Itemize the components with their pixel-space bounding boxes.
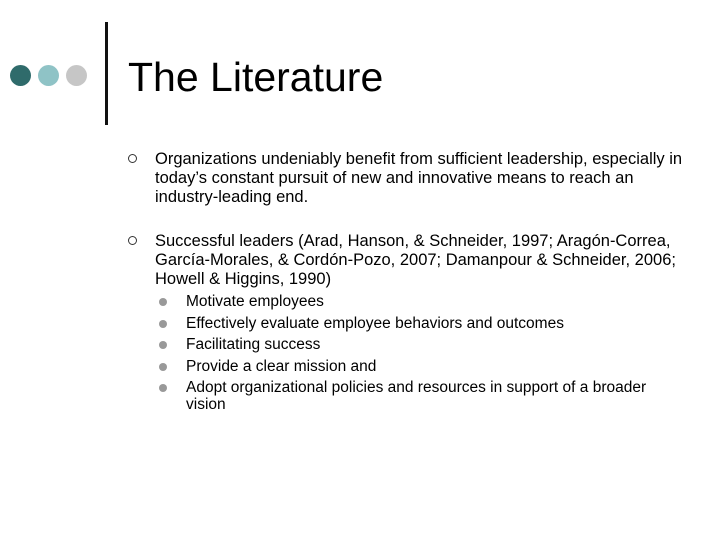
sub-bullet-text: Adopt organizational policies and resources in support of a broader vision xyxy=(186,379,647,413)
gray-dot-icon xyxy=(66,65,87,86)
gray-bullet-icon xyxy=(159,384,167,392)
light-teal-dot-icon xyxy=(38,65,59,86)
bullet-text: Organizations undeniably benefit from sufficient leadership, especially in today’s constant pursuit of new and innovative means to reach an industry-leading end. xyxy=(155,150,683,206)
bullet-item xyxy=(128,232,688,289)
sub-bullet-item xyxy=(158,356,688,378)
bullet-item xyxy=(128,150,688,207)
bullet-text: Successful leaders (Arad, Hanson, & Schneider, 1997; Aragón-Correa, García-Morales, & Cordón-Pozo, 2007; Damanpour & Schneider, 2006; Howell & Higgins, 1990) xyxy=(155,232,676,288)
hollow-bullet-icon xyxy=(128,236,137,245)
sub-bullet-text: Motivate employees xyxy=(186,293,324,310)
gray-bullet-icon xyxy=(159,341,167,349)
title-divider xyxy=(105,22,108,125)
sub-bullet-item xyxy=(158,377,688,413)
dark-teal-dot-icon xyxy=(10,65,31,86)
sub-bullet-list xyxy=(128,291,688,413)
sub-bullet-item xyxy=(158,313,688,335)
slide-title: The Literature xyxy=(128,54,384,100)
gray-bullet-icon xyxy=(159,298,167,306)
decorative-dots xyxy=(10,65,102,87)
sub-bullet-text: Facilitating success xyxy=(186,336,321,353)
sub-bullet-text: Provide a clear mission and xyxy=(186,357,377,375)
gray-bullet-icon xyxy=(159,363,167,371)
slide-body xyxy=(128,150,688,413)
sub-bullet-item xyxy=(158,291,688,313)
sub-bullet-item xyxy=(158,334,688,356)
sub-bullet-text: Effectively evaluate employee behaviors and outcomes xyxy=(186,314,564,332)
hollow-bullet-icon xyxy=(128,154,137,163)
gray-bullet-icon xyxy=(159,320,167,328)
